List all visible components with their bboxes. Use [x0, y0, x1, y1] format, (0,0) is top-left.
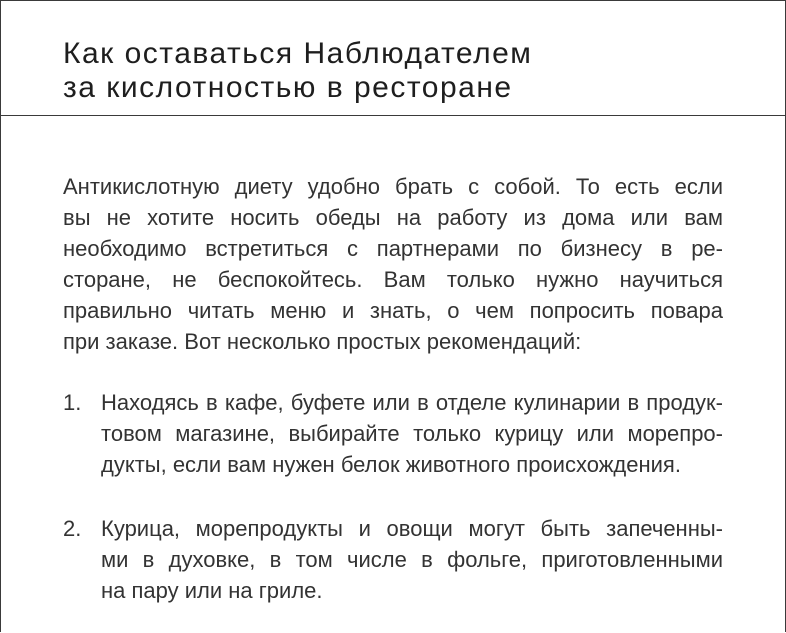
list-item-line: товом магазине, выбирайте только курицу или морепро- — [101, 421, 723, 446]
list-item-text — [101, 387, 723, 480]
list-item-line: Находясь в кафе, буфете или в отделе кулинарии в продук- — [101, 390, 723, 415]
heading-box — [1, 1, 785, 116]
list-item-text — [101, 513, 723, 606]
intro-line: Антикислотную диету удобно брать с собой. То есть если — [63, 174, 723, 199]
list-item-line: на пару или на гриле. — [101, 578, 323, 603]
intro-line: сторане, не беспокойтесь. Вам только нужно научиться — [63, 267, 723, 292]
list-item-number: 1. — [63, 390, 82, 415]
intro-line: вы не хотите носить обеды на работу из дома или вам — [63, 205, 723, 230]
page-title — [63, 37, 532, 105]
intro-paragraph — [63, 171, 723, 357]
intro-line: необходимо встретиться с партнерами по бизнесу в ре- — [63, 236, 723, 261]
list-item-number: 2. — [63, 516, 82, 541]
intro-line: при заказе. Вот несколько простых рекомендаций: — [63, 329, 582, 354]
title-line: Как оставаться Наблюдателем — [63, 37, 533, 70]
list-item-line: дукты, если вам нужен белок животного происхождения. — [101, 452, 681, 477]
title-line: за кислотностью в ресторане — [63, 71, 513, 104]
list-item-line: Курица, морепродукты и овощи могут быть запеченны- — [101, 516, 723, 541]
list-item-line: ми в духовке, в том числе в фольге, приготовленными — [101, 547, 723, 572]
intro-line: правильно читать меню и знать, о чем попросить повара — [63, 298, 723, 323]
